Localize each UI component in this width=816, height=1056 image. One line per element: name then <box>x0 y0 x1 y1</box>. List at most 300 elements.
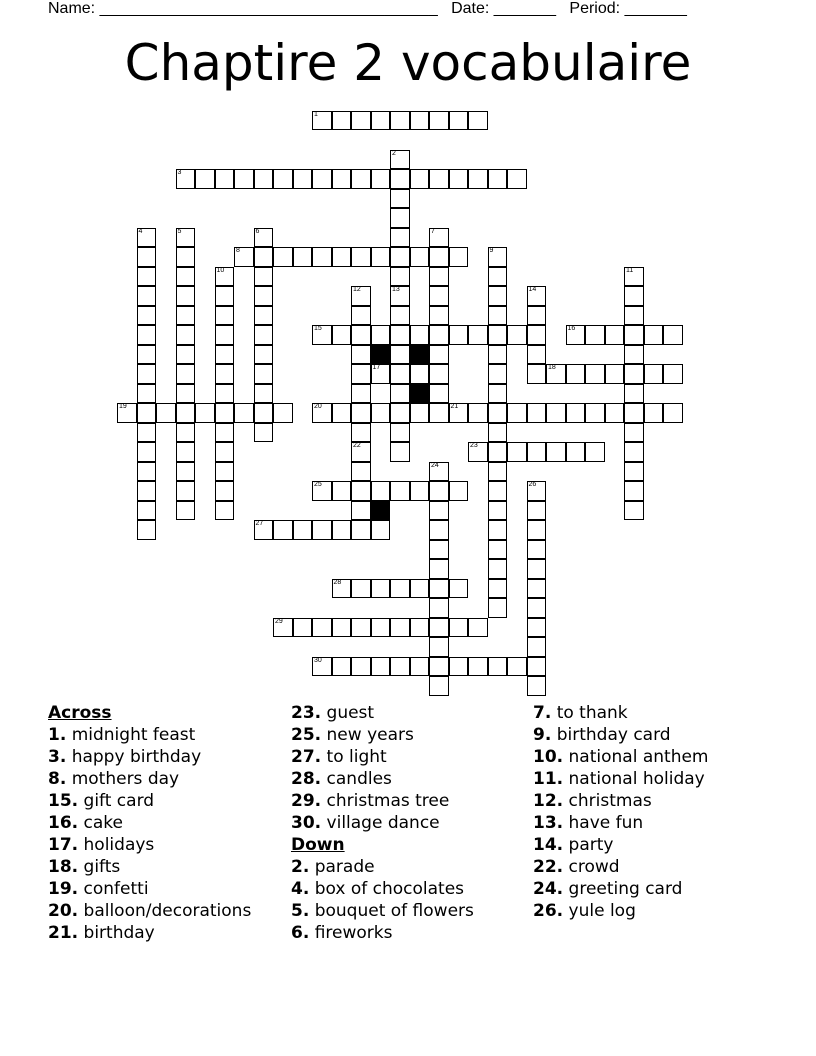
grid-cell[interactable] <box>215 384 235 404</box>
grid-cell[interactable] <box>176 462 196 482</box>
grid-cell[interactable] <box>176 286 196 306</box>
clue-text: to light <box>326 747 387 767</box>
grid-cell[interactable] <box>351 111 371 131</box>
grid-cell[interactable] <box>507 169 527 189</box>
grid-cell[interactable] <box>429 364 449 384</box>
grid-cell[interactable] <box>390 442 410 462</box>
grid-cell[interactable] <box>488 345 508 365</box>
grid-cell[interactable] <box>410 618 430 638</box>
grid-cell[interactable] <box>351 618 371 638</box>
grid-cell[interactable] <box>624 306 644 326</box>
clue-number-label: 29. <box>291 791 322 811</box>
grid-cell[interactable] <box>527 520 547 540</box>
grid-cell[interactable] <box>488 462 508 482</box>
grid-cell[interactable] <box>507 403 527 423</box>
grid-cell[interactable] <box>488 247 508 267</box>
grid-cell[interactable] <box>449 579 469 599</box>
grid-cell[interactable] <box>312 247 332 267</box>
grid-cell[interactable] <box>273 403 293 423</box>
grid-cell[interactable] <box>429 169 449 189</box>
grid-cell[interactable] <box>176 345 196 365</box>
grid-cell[interactable] <box>390 618 410 638</box>
grid-cell[interactable] <box>624 501 644 521</box>
clue-number: 10 <box>216 266 225 274</box>
grid-cell[interactable] <box>546 403 566 423</box>
grid-cell[interactable] <box>195 403 215 423</box>
clue-item <box>291 812 531 834</box>
grid-cell[interactable] <box>663 364 683 384</box>
grid-cell[interactable] <box>644 364 664 384</box>
grid-cell[interactable] <box>624 364 644 384</box>
grid-cell[interactable] <box>488 559 508 579</box>
grid-cell[interactable] <box>468 618 488 638</box>
down-heading: Down <box>291 835 345 855</box>
grid-cell[interactable] <box>234 403 254 423</box>
grid-cell[interactable] <box>371 579 391 599</box>
grid-cell[interactable] <box>429 598 449 618</box>
grid-cell[interactable] <box>624 462 644 482</box>
grid-cell[interactable] <box>410 481 430 501</box>
grid-cell[interactable] <box>254 423 274 443</box>
grid-cell[interactable] <box>117 403 137 423</box>
grid-cell[interactable] <box>351 657 371 677</box>
grid-cell[interactable] <box>137 501 157 521</box>
clue-number: 27 <box>255 520 264 527</box>
grid-cell[interactable] <box>624 403 644 423</box>
grid-cell[interactable] <box>332 481 352 501</box>
clue-number: 14 <box>528 286 537 293</box>
grid-cell[interactable] <box>312 403 332 423</box>
grid-cell[interactable] <box>234 247 254 267</box>
clue-item <box>533 878 793 900</box>
grid-cell[interactable] <box>332 111 352 131</box>
grid-cell[interactable] <box>429 637 449 657</box>
grid-cell[interactable] <box>605 325 625 345</box>
grid-cell[interactable] <box>663 403 683 423</box>
grid-cell[interactable] <box>371 481 391 501</box>
grid-cell[interactable] <box>429 618 449 638</box>
grid-cell[interactable] <box>351 501 371 521</box>
grid-cell[interactable] <box>527 364 547 384</box>
grid-cell[interactable] <box>351 306 371 326</box>
clue-text: midnight feast <box>71 725 196 745</box>
grid-cell[interactable] <box>254 345 274 365</box>
grid-cell[interactable] <box>351 442 371 462</box>
grid-cell[interactable] <box>527 676 547 696</box>
grid-cell[interactable] <box>488 501 508 521</box>
grid-cell[interactable] <box>429 559 449 579</box>
grid-cell[interactable] <box>254 364 274 384</box>
grid-cell[interactable] <box>371 169 391 189</box>
grid-cell[interactable] <box>429 481 449 501</box>
grid-cell[interactable] <box>332 520 352 540</box>
grid-cell[interactable] <box>215 403 235 423</box>
grid-cell[interactable] <box>488 267 508 287</box>
grid-cell[interactable] <box>449 657 469 677</box>
grid-cell[interactable] <box>254 403 274 423</box>
grid-cell[interactable] <box>215 481 235 501</box>
grid-cell[interactable] <box>605 364 625 384</box>
grid-cell[interactable] <box>624 481 644 501</box>
grid-cell[interactable] <box>332 169 352 189</box>
grid-cell[interactable] <box>137 481 157 501</box>
grid-cell[interactable] <box>429 520 449 540</box>
grid-cell[interactable] <box>429 462 449 482</box>
grid-cell[interactable] <box>390 481 410 501</box>
grid-cell[interactable] <box>371 111 391 131</box>
grid-cell[interactable] <box>624 423 644 443</box>
grid-cell[interactable] <box>527 286 547 306</box>
grid-cell[interactable] <box>468 657 488 677</box>
grid-cell[interactable] <box>137 442 157 462</box>
grid-cell[interactable] <box>215 267 235 287</box>
grid-cell[interactable] <box>390 657 410 677</box>
grid-cell[interactable] <box>215 423 235 443</box>
grid-cell[interactable] <box>351 520 371 540</box>
grid-cell[interactable] <box>351 481 371 501</box>
grid-cell[interactable] <box>488 423 508 443</box>
grid-cell[interactable] <box>390 208 410 228</box>
clue-number-label: 4. <box>291 879 310 899</box>
grid-cell[interactable] <box>176 306 196 326</box>
grid-cell[interactable] <box>293 618 313 638</box>
grid-cell[interactable] <box>351 364 371 384</box>
grid-cell[interactable] <box>156 403 176 423</box>
grid-cell[interactable] <box>429 403 449 423</box>
grid-cell[interactable] <box>351 247 371 267</box>
grid-cell[interactable] <box>429 501 449 521</box>
grid-cell[interactable] <box>585 364 605 384</box>
grid-cell[interactable] <box>390 111 410 131</box>
grid-cell[interactable] <box>527 345 547 365</box>
grid-cell[interactable] <box>429 228 449 248</box>
grid-cell[interactable] <box>449 481 469 501</box>
grid-cell[interactable] <box>546 442 566 462</box>
grid-cell[interactable] <box>449 403 469 423</box>
grid-cell[interactable] <box>371 247 391 267</box>
grid-cell[interactable] <box>527 501 547 521</box>
grid-cell-blocked <box>371 501 391 521</box>
grid-cell[interactable] <box>351 579 371 599</box>
grid-cell[interactable] <box>254 384 274 404</box>
date-label: Date: <box>451 0 490 17</box>
grid-cell[interactable] <box>332 618 352 638</box>
grid-cell[interactable] <box>488 325 508 345</box>
grid-cell[interactable] <box>449 247 469 267</box>
grid-cell[interactable] <box>566 442 586 462</box>
grid-cell[interactable] <box>254 286 274 306</box>
grid-cell[interactable] <box>312 481 332 501</box>
grid-cell[interactable] <box>390 325 410 345</box>
grid-cell[interactable] <box>390 423 410 443</box>
grid-cell[interactable] <box>585 325 605 345</box>
clue-number: 30 <box>314 656 322 664</box>
grid-cell[interactable] <box>527 403 547 423</box>
grid-cell[interactable] <box>507 442 527 462</box>
grid-cell[interactable] <box>644 325 664 345</box>
grid-cell[interactable] <box>624 267 644 287</box>
grid-cell[interactable] <box>215 306 235 326</box>
grid-cell[interactable] <box>507 657 527 677</box>
grid-cell[interactable] <box>644 403 664 423</box>
grid-cell[interactable] <box>176 267 196 287</box>
grid-cell[interactable] <box>429 676 449 696</box>
grid-cell[interactable] <box>371 520 391 540</box>
grid-cell[interactable] <box>488 481 508 501</box>
grid-cell[interactable] <box>468 169 488 189</box>
grid-cell[interactable] <box>468 111 488 131</box>
grid-cell[interactable] <box>137 228 157 248</box>
grid-cell[interactable] <box>332 247 352 267</box>
grid-cell[interactable] <box>351 169 371 189</box>
grid-cell[interactable] <box>215 325 235 345</box>
grid-cell[interactable] <box>137 345 157 365</box>
grid-cell[interactable] <box>429 657 449 677</box>
grid-cell[interactable] <box>176 247 196 267</box>
grid-cell[interactable] <box>254 306 274 326</box>
grid-cell[interactable] <box>429 579 449 599</box>
grid-cell[interactable] <box>312 325 332 345</box>
grid-cell[interactable] <box>488 286 508 306</box>
grid-cell[interactable] <box>449 618 469 638</box>
grid-cell[interactable] <box>585 442 605 462</box>
grid-cell[interactable] <box>312 520 332 540</box>
grid-cell[interactable] <box>332 657 352 677</box>
grid-cell[interactable] <box>527 540 547 560</box>
grid-cell[interactable] <box>527 559 547 579</box>
grid-cell[interactable] <box>176 228 196 248</box>
grid-cell[interactable] <box>663 325 683 345</box>
grid-cell[interactable] <box>390 306 410 326</box>
grid-cell[interactable] <box>176 501 196 521</box>
grid-cell[interactable] <box>566 403 586 423</box>
grid-cell[interactable] <box>176 364 196 384</box>
grid-cell[interactable] <box>176 481 196 501</box>
grid-cell[interactable] <box>371 618 391 638</box>
grid-cell[interactable] <box>527 306 547 326</box>
grid-cell[interactable] <box>390 267 410 287</box>
grid-cell[interactable] <box>351 462 371 482</box>
grid-cell[interactable] <box>390 247 410 267</box>
grid-cell[interactable] <box>468 403 488 423</box>
grid-cell[interactable] <box>137 325 157 345</box>
grid-cell[interactable] <box>273 520 293 540</box>
grid-cell[interactable] <box>488 403 508 423</box>
grid-cell[interactable] <box>566 364 586 384</box>
grid-cell[interactable] <box>390 228 410 248</box>
grid-cell[interactable] <box>351 423 371 443</box>
grid-cell[interactable] <box>410 579 430 599</box>
grid-cell[interactable] <box>527 618 547 638</box>
grid-cell[interactable] <box>215 462 235 482</box>
clue-text: gift card <box>83 791 155 811</box>
grid-cell[interactable] <box>332 579 352 599</box>
grid-cell[interactable] <box>410 169 430 189</box>
grid-cell[interactable] <box>429 247 449 267</box>
grid-cell[interactable] <box>137 267 157 287</box>
grid-cell[interactable] <box>390 189 410 209</box>
grid-cell[interactable] <box>449 111 469 131</box>
grid-cell[interactable] <box>429 306 449 326</box>
grid-cell[interactable] <box>488 442 508 462</box>
grid-cell[interactable] <box>390 364 410 384</box>
clue-item <box>291 878 531 900</box>
grid-cell[interactable] <box>488 598 508 618</box>
grid-cell[interactable] <box>215 169 235 189</box>
grid-cell[interactable] <box>468 325 488 345</box>
grid-cell[interactable] <box>527 325 547 345</box>
grid-cell[interactable] <box>351 384 371 404</box>
grid-cell[interactable] <box>215 345 235 365</box>
grid-cell[interactable] <box>527 481 547 501</box>
grid-cell[interactable] <box>137 403 157 423</box>
grid-cell[interactable] <box>410 247 430 267</box>
grid-cell[interactable] <box>371 657 391 677</box>
grid-cell[interactable] <box>390 384 410 404</box>
grid-cell[interactable] <box>137 306 157 326</box>
grid-cell[interactable] <box>234 169 254 189</box>
grid-cell[interactable] <box>624 442 644 462</box>
grid-cell[interactable] <box>176 423 196 443</box>
grid-cell[interactable] <box>312 169 332 189</box>
grid-cell[interactable] <box>254 520 274 540</box>
grid-cell[interactable] <box>332 325 352 345</box>
grid-cell[interactable] <box>351 345 371 365</box>
grid-cell[interactable] <box>176 403 196 423</box>
grid-cell[interactable] <box>527 657 547 677</box>
grid-cell[interactable] <box>351 286 371 306</box>
clue-number-label: 7. <box>533 703 552 723</box>
grid-cell[interactable] <box>624 325 644 345</box>
grid-cell[interactable] <box>429 267 449 287</box>
grid-cell[interactable] <box>254 267 274 287</box>
grid-cell[interactable] <box>293 169 313 189</box>
grid-cell[interactable] <box>293 520 313 540</box>
grid-cell[interactable] <box>429 325 449 345</box>
grid-cell[interactable] <box>546 364 566 384</box>
grid-cell[interactable] <box>195 169 215 189</box>
grid-cell[interactable] <box>312 657 332 677</box>
grid-cell[interactable] <box>390 150 410 170</box>
grid-cell[interactable] <box>410 403 430 423</box>
grid-cell[interactable] <box>176 325 196 345</box>
grid-cell[interactable] <box>468 442 488 462</box>
grid-cell[interactable] <box>137 423 157 443</box>
grid-cell[interactable] <box>312 618 332 638</box>
grid-cell[interactable] <box>293 247 313 267</box>
clue-number-label: 27. <box>291 747 322 767</box>
grid-cell[interactable] <box>410 657 430 677</box>
clue-number-label: 3. <box>48 747 67 767</box>
grid-cell[interactable] <box>488 169 508 189</box>
grid-cell[interactable] <box>527 598 547 618</box>
grid-cell[interactable] <box>488 520 508 540</box>
grid-cell[interactable] <box>137 364 157 384</box>
clue-number: 11 <box>626 266 634 274</box>
grid-cell[interactable] <box>527 579 547 599</box>
grid-cell[interactable] <box>488 540 508 560</box>
grid-cell[interactable] <box>429 111 449 131</box>
clue-item <box>533 834 793 856</box>
grid-cell[interactable] <box>390 345 410 365</box>
grid-cell[interactable] <box>351 403 371 423</box>
grid-cell[interactable] <box>429 286 449 306</box>
grid-cell[interactable] <box>488 657 508 677</box>
grid-cell[interactable] <box>371 364 391 384</box>
grid-cell[interactable] <box>449 169 469 189</box>
grid-cell[interactable] <box>176 169 196 189</box>
grid-cell[interactable] <box>585 403 605 423</box>
grid-cell[interactable] <box>410 111 430 131</box>
grid-cell[interactable] <box>429 345 449 365</box>
grid-cell[interactable] <box>215 286 235 306</box>
grid-cell[interactable] <box>390 286 410 306</box>
clues-column-1 <box>48 702 288 944</box>
grid-cell[interactable] <box>410 364 430 384</box>
grid-cell[interactable] <box>312 111 332 131</box>
grid-cell[interactable] <box>215 501 235 521</box>
grid-cell[interactable] <box>273 618 293 638</box>
grid-cell[interactable] <box>137 384 157 404</box>
clue-number: 7 <box>431 227 435 235</box>
name-label: Name: <box>48 0 96 17</box>
grid-cell[interactable] <box>488 579 508 599</box>
grid-cell[interactable] <box>176 442 196 462</box>
grid-cell[interactable] <box>273 247 293 267</box>
grid-cell[interactable] <box>605 403 625 423</box>
grid-cell[interactable] <box>488 364 508 384</box>
clue-number: 17 <box>372 364 381 371</box>
grid-cell[interactable] <box>566 325 586 345</box>
grid-cell[interactable] <box>137 462 157 482</box>
grid-cell[interactable] <box>371 325 391 345</box>
grid-cell[interactable] <box>371 403 391 423</box>
grid-cell[interactable] <box>137 520 157 540</box>
grid-cell[interactable] <box>527 442 547 462</box>
grid-cell[interactable] <box>332 403 352 423</box>
grid-cell[interactable] <box>488 306 508 326</box>
grid-cell[interactable] <box>410 325 430 345</box>
grid-cell[interactable] <box>390 579 410 599</box>
clue-text: crowd <box>568 857 620 877</box>
grid-cell[interactable] <box>507 325 527 345</box>
grid-cell[interactable] <box>215 364 235 384</box>
grid-cell[interactable] <box>390 403 410 423</box>
clue-text: holidays <box>83 835 155 855</box>
clue-number-label: 6. <box>291 923 310 943</box>
grid-cell[interactable] <box>351 325 371 345</box>
grid-cell[interactable] <box>624 345 644 365</box>
grid-cell[interactable] <box>254 247 274 267</box>
grid-cell[interactable] <box>527 637 547 657</box>
grid-cell[interactable] <box>488 384 508 404</box>
grid-cell[interactable] <box>390 169 410 189</box>
grid-cell[interactable] <box>137 286 157 306</box>
date-blank: _______ <box>493 0 557 17</box>
grid-cell[interactable] <box>273 169 293 189</box>
grid-cell[interactable] <box>254 228 274 248</box>
grid-cell[interactable] <box>254 169 274 189</box>
grid-cell[interactable] <box>429 540 449 560</box>
grid-cell[interactable] <box>624 384 644 404</box>
grid-cell[interactable] <box>429 384 449 404</box>
grid-cell[interactable] <box>449 325 469 345</box>
grid-cell[interactable] <box>176 384 196 404</box>
grid-cell[interactable] <box>215 442 235 462</box>
grid-cell[interactable] <box>254 325 274 345</box>
grid-cell[interactable] <box>624 286 644 306</box>
grid-cell[interactable] <box>137 247 157 267</box>
